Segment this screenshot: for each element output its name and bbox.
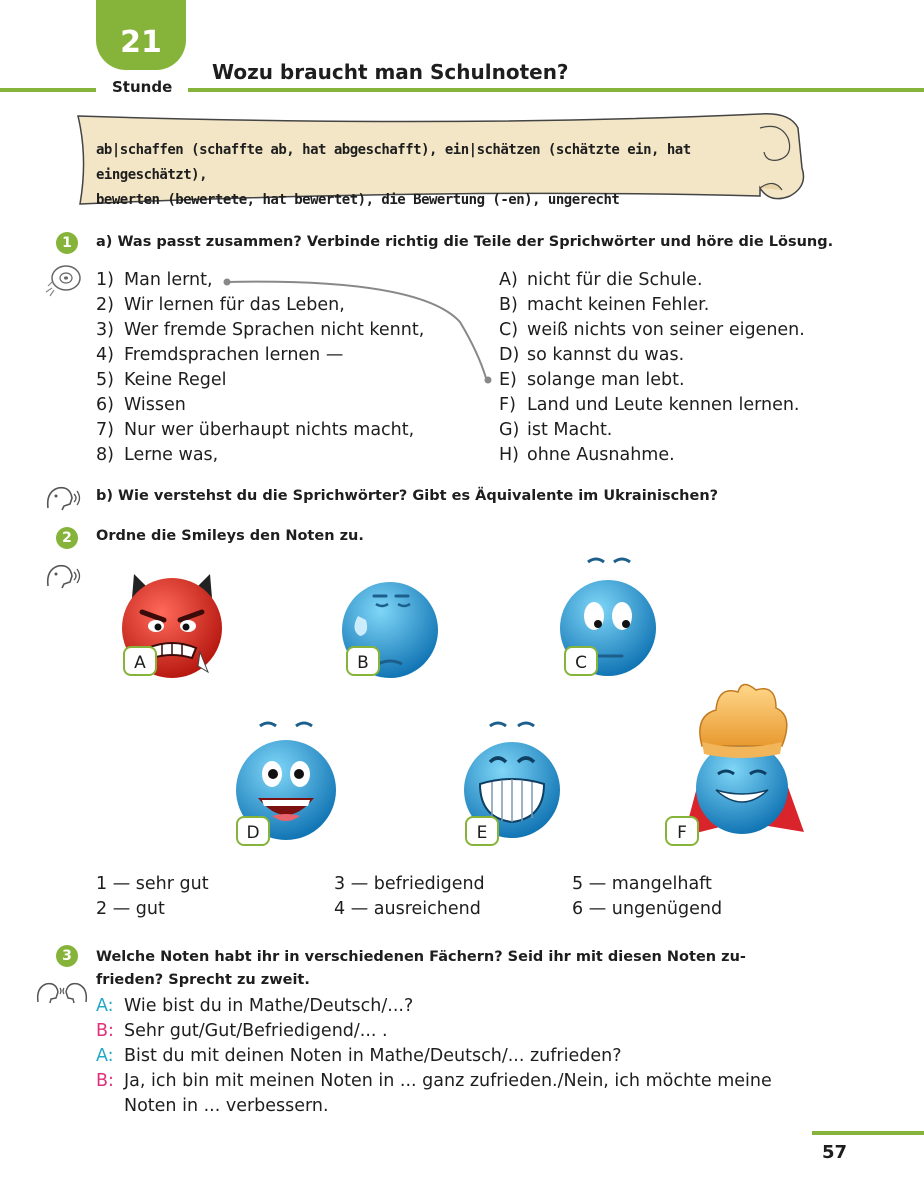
list-item: E) solange man lebt.: [499, 370, 685, 390]
list-item: 3) Wer fremde Sprachen nicht kennt,: [96, 320, 425, 340]
task-3-instruction: Welche Noten habt ihr in verschiedenen Fächern? Seid ihr mit diesen Noten zu- frieden? Sprecht zu zweit.: [96, 949, 746, 988]
task-2-number: 2: [56, 527, 78, 549]
dialog-line: B: Sehr gut/Gut/Befriedigend/... .: [96, 1021, 388, 1041]
list-item: 4) Fremdsprachen lernen —: [96, 345, 344, 365]
task-3-number: 3: [56, 945, 78, 967]
task-1b-instruction: b) Wie verstehst du die Sprichwörter? Gibt es Äquivalente im Ukrainischen?: [96, 488, 719, 504]
vocab-line-1: ab|schaffen (schaffte ab, hat abgeschafft), ein|schätzen (schätzte ein, hat eingeschätzt),: [96, 142, 691, 183]
proverb-endings: [499, 268, 805, 468]
task-1-number: 1: [56, 232, 78, 254]
smiley-label-c: C: [564, 646, 598, 676]
list-item: 1) Man lernt,: [96, 270, 213, 290]
grade-column-2: [334, 872, 485, 922]
dialog-line: Noten in ... verbessern.: [124, 1096, 329, 1116]
grade-item: 6 — ungenügend: [572, 899, 723, 919]
list-item: C) weiß nichts von seiner eigenen.: [499, 320, 805, 340]
task-1a-instruction: a) Was passt zusammen? Verbinde richtig die Teile der Sprichwörter und höre die Lösung.: [96, 234, 834, 250]
page-title: Wozu braucht man Schulnoten?: [212, 60, 569, 84]
smiley-label-b: B: [346, 646, 380, 676]
grade-column-1: [96, 872, 209, 922]
list-item: B) macht keinen Fehler.: [499, 295, 710, 315]
grade-item: 2 — gut: [96, 899, 165, 919]
dialog-line: A: Bist du mit deinen Noten in Mathe/Deutsch/... zufrieden?: [96, 1046, 622, 1066]
dialog-line: B: Ja, ich bin mit meinen Noten in ... ganz zufrieden./Nein, ich möchte meine: [96, 1071, 772, 1091]
list-item: D) so kannst du was.: [499, 345, 685, 365]
grade-item: 4 — ausreichend: [334, 899, 481, 919]
header-rule-right: [188, 88, 924, 92]
audio-cd-icon: [42, 262, 86, 298]
lesson-label: Stunde: [112, 78, 173, 96]
footer-rule: [812, 1131, 924, 1135]
lesson-number-tab: [96, 0, 186, 70]
dialog-line: A: Wie bist du in Mathe/Deutsch/...?: [96, 996, 414, 1016]
smiley-label-d: D: [236, 816, 270, 846]
list-item: 5) Keine Regel: [96, 370, 227, 390]
list-item: 2) Wir lernen für das Leben,: [96, 295, 345, 315]
list-item: G) ist Macht.: [499, 420, 613, 440]
page-number: 57: [822, 1142, 848, 1163]
list-item: 6) Wissen: [96, 395, 186, 415]
smiley-label-a: A: [123, 646, 157, 676]
vocab-list: [96, 138, 786, 213]
list-item: A) nicht für die Schule.: [499, 270, 703, 290]
header-rule-left: [0, 88, 96, 92]
grade-item: 3 — befriedigend: [334, 874, 485, 894]
speaking-head-icon: [44, 482, 82, 512]
smiley-label-e: E: [465, 816, 499, 846]
pair-work-icon: [34, 976, 90, 1006]
grade-item: 5 — mangelhaft: [572, 874, 712, 894]
dialog: [96, 994, 772, 1119]
list-item: H) ohne Ausnahme.: [499, 445, 675, 465]
speaking-head-icon: [44, 560, 82, 590]
lesson-number: 21: [120, 25, 162, 60]
vocab-line-2: bewerten (bewertete, hat bewertet), die Bewertung (-en), ungerecht: [96, 192, 620, 208]
grade-column-3: [572, 872, 722, 922]
list-item: F) Land und Leute kennen lernen.: [499, 395, 800, 415]
example-connector-line: [220, 272, 500, 392]
list-item: 7) Nur wer überhaupt nichts macht,: [96, 420, 415, 440]
smiley-label-f: F: [665, 816, 699, 846]
list-item: 8) Lerne was,: [96, 445, 219, 465]
grade-item: 1 — sehr gut: [96, 874, 209, 894]
task-2-instruction: Ordne die Smileys den Noten zu.: [96, 528, 364, 544]
